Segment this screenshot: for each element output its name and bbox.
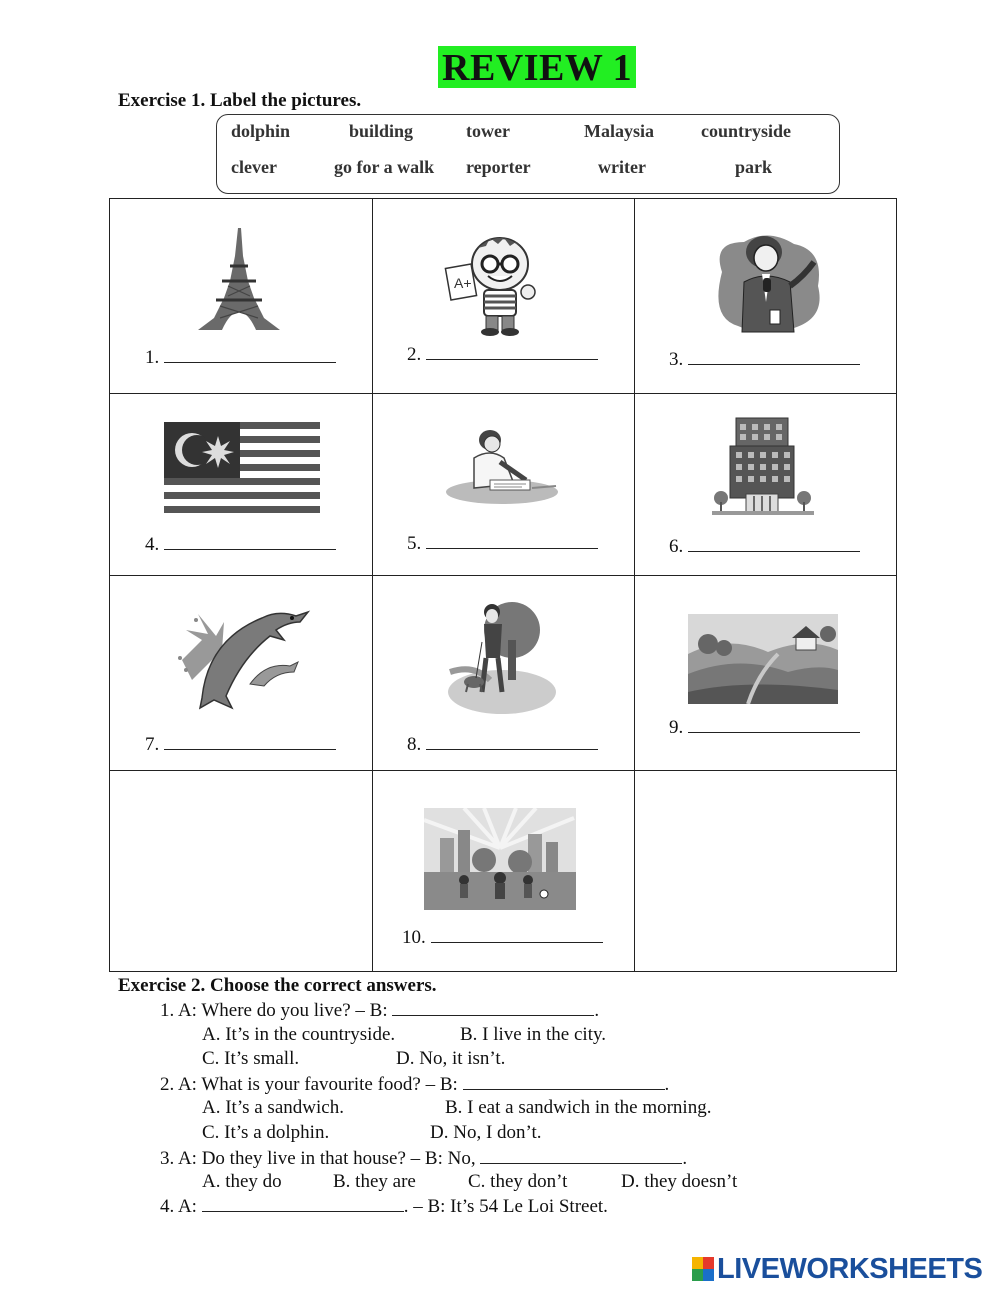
answer-blank[interactable] <box>164 733 336 750</box>
option-3b[interactable]: B. they are <box>333 1171 416 1192</box>
answer-blank[interactable] <box>164 533 336 550</box>
option-2d[interactable]: D. No, I don’t. <box>430 1122 542 1143</box>
label-number: 1. <box>145 347 160 368</box>
answer-blank[interactable] <box>463 1073 665 1090</box>
answer-blank[interactable] <box>688 535 860 552</box>
question-text: . <box>664 1074 670 1095</box>
word-bank-item: dolphin <box>231 121 291 141</box>
question-text: 3. A: Do they live in that house? – B: No, <box>160 1148 481 1169</box>
clever-boy-picture <box>444 226 549 336</box>
option-2a[interactable]: A. It’s a sandwich. <box>202 1097 344 1118</box>
picture-label-8 <box>407 733 598 756</box>
picture-label-1 <box>145 346 336 369</box>
dolphin-picture <box>172 600 316 712</box>
grid-divider <box>634 199 635 971</box>
answer-blank[interactable] <box>426 733 598 750</box>
picture-label-4 <box>145 533 336 556</box>
answer-blank[interactable] <box>688 716 860 733</box>
word-bank-item: park <box>735 157 773 177</box>
eiffel-tower-picture <box>192 226 287 332</box>
reporter-picture <box>708 222 828 337</box>
option-1b[interactable]: B. I live in the city. <box>460 1024 606 1045</box>
question-text: . <box>682 1148 688 1169</box>
answer-blank[interactable] <box>431 926 603 943</box>
word-bank-item: clever <box>231 157 277 177</box>
question-1 <box>160 999 599 1022</box>
word-bank-item: tower <box>466 121 510 141</box>
label-number: 7. <box>145 734 160 755</box>
go-for-a-walk-picture <box>444 600 556 716</box>
label-number: 4. <box>145 534 160 555</box>
picture-label-5 <box>407 532 598 555</box>
question-2 <box>160 1073 669 1096</box>
countryside-picture <box>688 614 838 704</box>
answer-blank[interactable] <box>164 346 336 363</box>
grid-divider <box>372 199 373 971</box>
grid-divider <box>110 575 896 576</box>
label-number: 2. <box>407 344 422 365</box>
word-bank-item: building <box>349 121 414 141</box>
word-bank-item: go for a walk <box>334 157 435 177</box>
question-text: 1. A: Where do you live? – B: <box>160 1000 393 1021</box>
word-bank-item: writer <box>598 157 646 177</box>
answer-blank[interactable] <box>688 348 860 365</box>
option-3c[interactable]: C. they don’t <box>468 1171 568 1192</box>
exercise2-heading: Exercise 2. Choose the correct answers. <box>118 975 437 996</box>
word-bank <box>216 114 840 194</box>
picture-label-2 <box>407 343 598 366</box>
option-3d[interactable]: D. they doesn’t <box>621 1171 738 1192</box>
question-4 <box>160 1195 608 1218</box>
liveworksheets-logo-icon <box>692 1257 714 1281</box>
answer-blank[interactable] <box>426 343 598 360</box>
label-number: 5. <box>407 533 422 554</box>
label-number: 9. <box>669 717 684 738</box>
label-number: 6. <box>669 536 684 557</box>
option-3a[interactable]: A. they do <box>202 1171 282 1192</box>
park-picture <box>424 808 576 910</box>
question-text: 2. A: What is your favourite food? – B: <box>160 1074 463 1095</box>
picture-label-3 <box>669 348 860 371</box>
liveworksheets-brand[interactable] <box>692 1254 982 1284</box>
writer-picture <box>444 428 560 508</box>
answer-blank[interactable] <box>426 532 598 549</box>
picture-label-6 <box>669 535 860 558</box>
grid-divider <box>110 770 896 771</box>
label-number: 10. <box>402 927 426 948</box>
brand-text: LIVEWORKSHEETS <box>717 1252 983 1285</box>
question-text: 4. A: <box>160 1196 202 1217</box>
answer-blank[interactable] <box>480 1147 682 1164</box>
option-1c[interactable]: C. It’s small. <box>202 1048 300 1069</box>
picture-label-9 <box>669 716 860 739</box>
option-1a[interactable]: A. It’s in the countryside. <box>202 1024 396 1045</box>
svg-text:A+: A+ <box>454 275 472 291</box>
option-2b[interactable]: B. I eat a sandwich in the morning. <box>445 1097 712 1118</box>
building-picture <box>712 416 814 516</box>
exercise1-heading: Exercise 1. Label the pictures. <box>118 90 362 111</box>
option-1d[interactable]: D. No, it isn’t. <box>396 1048 506 1069</box>
picture-label-10 <box>402 926 603 949</box>
question-text: . <box>594 1000 600 1021</box>
malaysia-flag-picture <box>164 422 320 520</box>
page-title: REVIEW 1 <box>438 46 636 88</box>
word-bank-item: countryside <box>701 121 791 141</box>
label-number: 3. <box>669 349 684 370</box>
word-bank-item: Malaysia <box>584 121 654 141</box>
option-2c[interactable]: C. It’s a dolphin. <box>202 1122 330 1143</box>
word-bank-item: reporter <box>466 157 531 177</box>
answer-blank[interactable] <box>202 1195 404 1212</box>
question-3 <box>160 1147 687 1170</box>
label-number: 8. <box>407 734 422 755</box>
grid-divider <box>110 393 896 394</box>
answer-blank[interactable] <box>392 999 594 1016</box>
question-text: . – B: It’s 54 Le Loi Street. <box>403 1196 608 1217</box>
picture-label-7 <box>145 733 336 756</box>
